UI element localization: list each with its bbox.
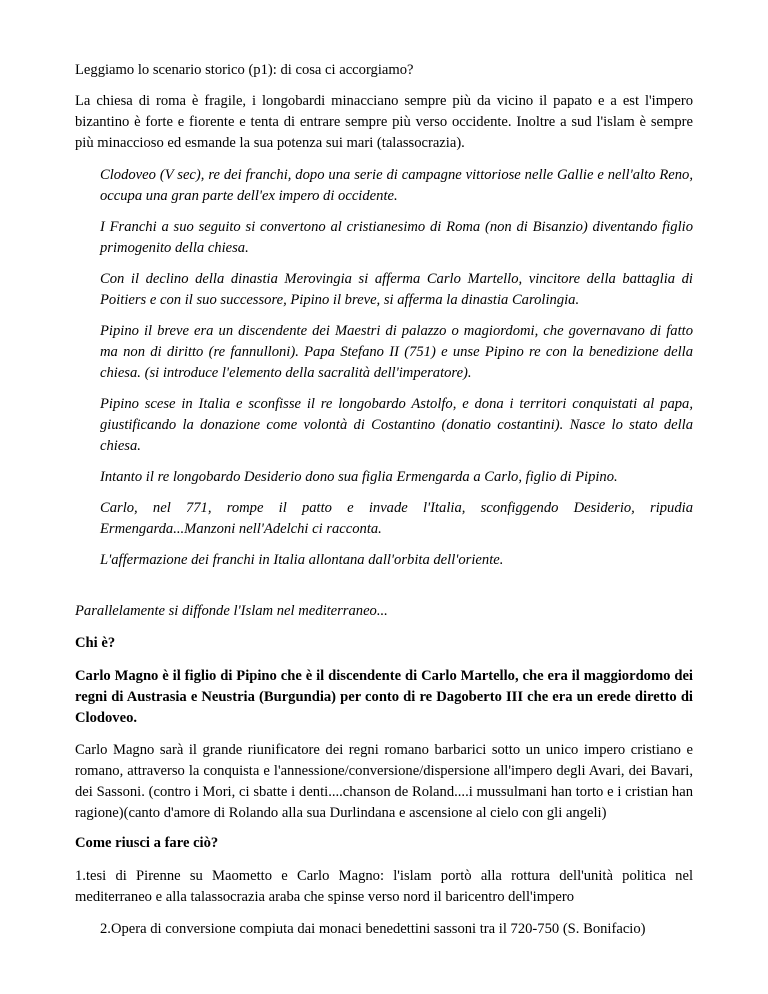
- intro-question: Leggiamo lo scenario storico (p1): di cosa ci accorgiamo?: [75, 62, 414, 78]
- italic-paragraph-donatio: Pipino scese in Italia e sconfisse il re longobardo Astolfo, e dona i territori conquistati al papa, giustificando la donazione come volontà di Costantino (donatio costantini). Nasce lo stato della chiesa.: [100, 396, 693, 454]
- italic-paragraph-desiderio: Intanto il re longobardo Desiderio dono sua figlia Ermengarda a Carlo, figlio di Pipino.: [100, 469, 618, 485]
- italic-paragraph-pipino: Pipino il breve era un discendente dei Maestri di palazzo o magiordomi, che governavano di fatto ma non di diritto (re fannulloni). Papa Stefano II (751) e unse Pipino re con la benedizione della chiesa. (si introduce l'elemento della sacralità dell'imperatore).: [100, 323, 693, 381]
- who-heading: Chi è?: [75, 635, 116, 651]
- italic-paragraph-oriente: L'affermazione dei franchi in Italia allontana dall'orbita dell'oriente.: [100, 552, 504, 568]
- italic-paragraph-franchi: I Franchi a suo seguito si convertono al cristianesimo di Roma (non di Bisanzio) diventando figlio primogenito della chiesa.: [100, 219, 693, 256]
- italic-paragraph-carlo-martello: Con il declino della dinastia Merovingia si afferma Carlo Martello, vincitore della battaglia di Poitiers e con il suo successore, Pipino il breve, si afferma la dinastia Carolingia.: [100, 271, 693, 308]
- islam-paragraph: Parallelamente si diffonde l'Islam nel mediterraneo...: [75, 603, 388, 619]
- italic-paragraph-clodoveo: Clodoveo (V sec), re dei franchi, dopo una serie di campagne vittoriose nelle Gallie e nell'alto Reno, occupa una gran parte dell'ex impero di occidente.: [100, 167, 693, 204]
- carlo-magno-bold-paragraph: Carlo Magno è il figlio di Pipino che è il discendente di Carlo Martello, che era il maggiordomo dei regni di Austrasia e Neustria (Burgundia) per conto di re Dagoberto III che era un erede diretto di Clodoveo.: [75, 668, 693, 726]
- point-2-paragraph: 2.Opera di conversione compiuta dai monaci benedettini sassoni tra il 720-750 (S. Bonifacio): [100, 921, 646, 937]
- unifier-paragraph: Carlo Magno sarà il grande riunificatore dei regni romano barbarici sotto un unico impero cristiano e romano, attraverso la conquista e l'annessione/conversione/dispersione all'impero degli Avari, dei Bavari, dei Sassoni. (contro i Mori, ci sbatte i denti....chanson de Roland....i mussulmani han torto e i cristian han ragione)(canto d'amore di Rolando alla sua Durlindana e ascensione al cielo con gli angeli): [75, 742, 693, 821]
- italic-paragraph-carlo-771: Carlo, nel 771, rompe il patto e invade l'Italia, sconfiggendo Desiderio, ripudia Ermengarda...Manzoni nell'Adelchi ci racconta.: [100, 500, 693, 537]
- document-page: [75, 60, 693, 940]
- how-heading: Come riusci a fare ciò?: [75, 835, 219, 851]
- historical-scenario-paragraph: La chiesa di roma è fragile, i longobardi minacciano sempre più da vicino il papato e a est l'impero bizantino è forte e fiorente e tenta di entrare sempre più verso occidente. Inoltre a sud l'islam è sempre più minaccioso ed esmande la sua potenza sui mari (talassocrazia).: [75, 93, 693, 151]
- point-1-paragraph: 1.tesi di Pirenne su Maometto e Carlo Magno: l'islam portò alla rottura dell'unità politica nel mediterraneo e alla talassocrazia araba che spinse verso nord il baricentro dell'impero: [75, 868, 693, 905]
